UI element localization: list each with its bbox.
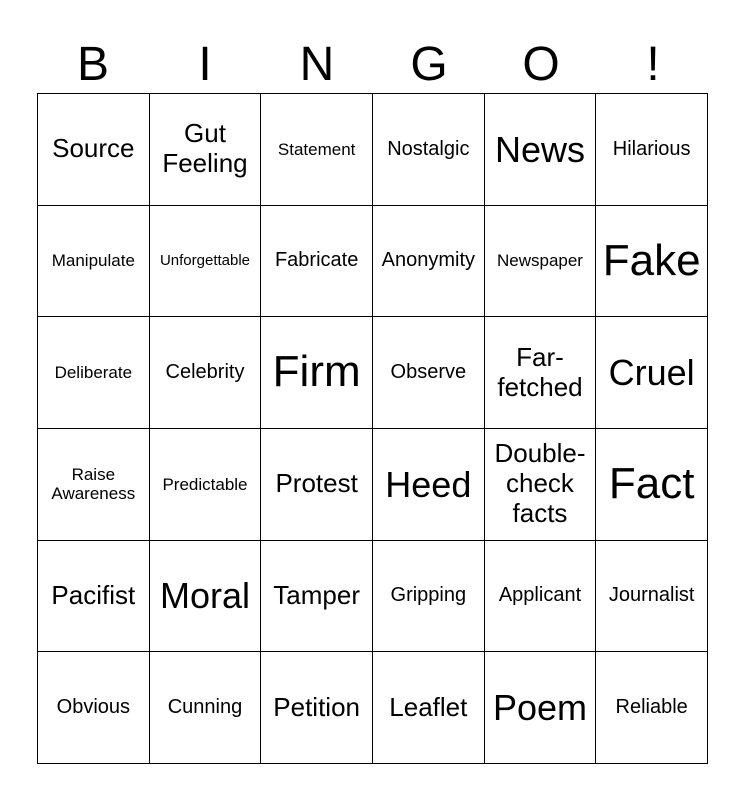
bingo-cell[interactable] (596, 429, 708, 541)
bingo-cell[interactable] (150, 317, 262, 429)
cell-word: Anonymity (381, 249, 475, 272)
bingo-cell[interactable] (38, 652, 150, 764)
bingo-cell[interactable] (38, 206, 150, 318)
cell-word: Fake (602, 235, 701, 285)
bingo-cell[interactable] (485, 94, 597, 206)
cell-word: Source (52, 133, 135, 164)
cell-word: Tamper (273, 580, 360, 611)
cell-word: Gut Feeling (162, 118, 248, 179)
bingo-cell[interactable] (150, 429, 262, 541)
cell-word: Deliberate (54, 362, 133, 382)
cell-word: Raise Awareness (51, 464, 136, 504)
cell-word: Observe (390, 361, 467, 384)
bingo-cell[interactable] (485, 317, 597, 429)
cell-word: Nostalgic (387, 137, 470, 160)
cell-word: Statement (277, 139, 356, 159)
cell-word: Gripping (390, 584, 467, 607)
bingo-board (37, 93, 708, 764)
bingo-cell[interactable] (150, 652, 262, 764)
bingo-cell[interactable] (485, 541, 597, 653)
bingo-cell[interactable] (38, 429, 150, 541)
cell-word: Journalist (608, 584, 695, 607)
cell-word: Protest (275, 468, 358, 499)
cell-word: Cruel (608, 351, 695, 393)
bingo-cell[interactable] (485, 652, 597, 764)
bingo-cell[interactable] (38, 94, 150, 206)
bingo-cell[interactable] (373, 206, 485, 318)
bingo-cell[interactable] (38, 317, 150, 429)
bingo-cell[interactable] (261, 652, 373, 764)
bingo-cell[interactable] (373, 652, 485, 764)
bingo-cell[interactable] (596, 652, 708, 764)
cell-word: Cunning (167, 696, 243, 719)
cell-word: Manipulate (51, 251, 135, 271)
bingo-cell[interactable] (373, 429, 485, 541)
cell-word: Applicant (498, 584, 582, 607)
header-letter-g: G (410, 38, 448, 91)
cell-word: Hilarious (612, 137, 691, 160)
cell-word: Heed (385, 463, 472, 505)
cell-word: Unforgettable (159, 252, 251, 270)
cell-word: Fact (608, 459, 695, 509)
bingo-cell[interactable] (596, 206, 708, 318)
cell-word: Far- fetched (497, 341, 583, 402)
bingo-cell[interactable] (38, 541, 150, 653)
header-letter-n: N (299, 38, 335, 91)
cell-word: Fabricate (274, 249, 359, 272)
cell-word: Poem (492, 686, 588, 728)
bingo-cell[interactable] (373, 94, 485, 206)
cell-word: Pacifist (51, 580, 136, 611)
cell-word: Reliable (615, 696, 688, 719)
bingo-cell[interactable] (261, 94, 373, 206)
cell-word: Petition (273, 691, 361, 722)
cell-word: Celebrity (165, 361, 245, 384)
bingo-cell[interactable] (150, 541, 262, 653)
bingo-cell[interactable] (150, 206, 262, 318)
cell-word: Firm (272, 347, 361, 397)
cell-word: Newspaper (496, 251, 583, 271)
bingo-cell[interactable] (596, 541, 708, 653)
header-letter-b: B (76, 38, 109, 91)
cell-word: Obvious (56, 696, 131, 719)
header-letter-exclamation: ! (646, 38, 660, 91)
cell-word: Moral (159, 575, 250, 617)
bingo-cell[interactable] (485, 429, 597, 541)
bingo-cell[interactable] (373, 317, 485, 429)
bingo-cell[interactable] (373, 541, 485, 653)
cell-word: Leaflet (389, 691, 468, 722)
cell-word: Double- check facts (494, 438, 586, 529)
header-letter-o: O (522, 38, 560, 91)
bingo-cell[interactable] (261, 317, 373, 429)
bingo-cell[interactable] (261, 206, 373, 318)
cell-word: Predictable (162, 474, 248, 494)
cell-word: News (494, 128, 585, 170)
bingo-cell[interactable] (261, 541, 373, 653)
bingo-cell[interactable] (261, 429, 373, 541)
bingo-cell[interactable] (150, 94, 262, 206)
bingo-cell[interactable] (596, 94, 708, 206)
header-letter-i: I (198, 38, 212, 91)
bingo-header (37, 36, 709, 94)
bingo-cell[interactable] (485, 206, 597, 318)
bingo-cell[interactable] (596, 317, 708, 429)
